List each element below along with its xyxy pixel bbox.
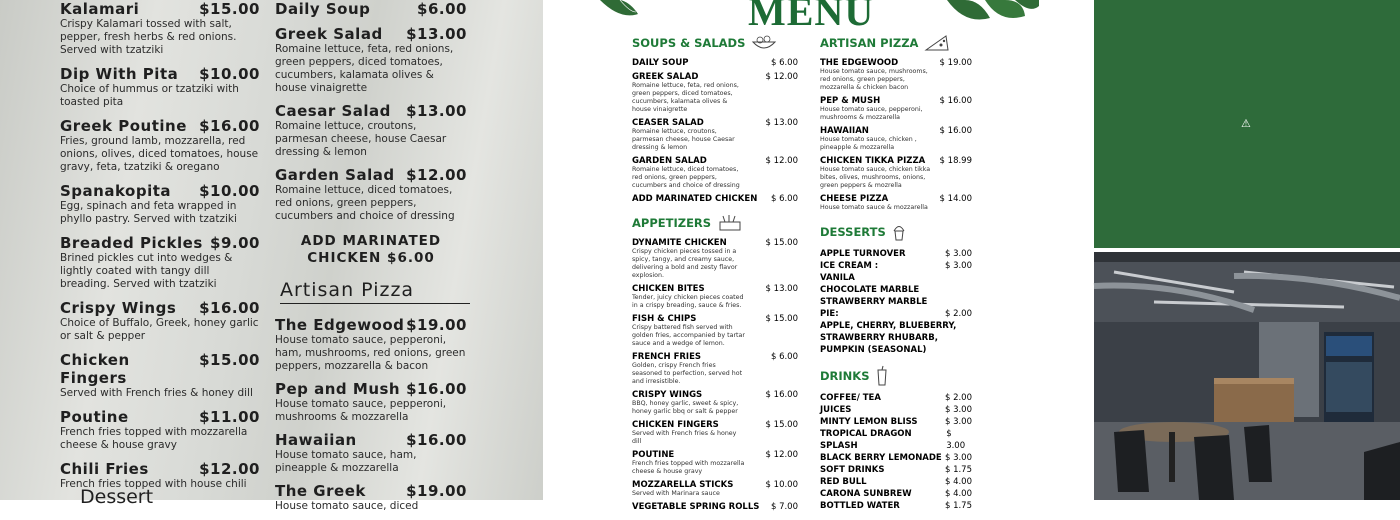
photo-menu-item-price: $15.00 [199, 0, 260, 18]
printed-menu-line-price: $ 3.00 [944, 453, 972, 463]
printed-menu-item-desc: Served with French fries & honey dill [632, 430, 737, 445]
photo-menu-item-row [60, 65, 260, 83]
printed-menu-item [820, 126, 972, 152]
printed-menu-line [820, 452, 972, 464]
printed-menu-item-price: $ 16.00 [765, 390, 798, 400]
printed-menu-item [820, 194, 972, 212]
drinks-heading: DRINKS [820, 366, 972, 386]
soups-salads-heading: SOUPS & SALADS [632, 34, 798, 52]
printed-menu-line [820, 416, 972, 428]
fries-basket-icon [717, 214, 743, 232]
printed-menu-item-name: DAILY SOUP [632, 58, 689, 68]
photo-menu-item-name: Spanakopita [60, 182, 172, 200]
dessert-heading: Dessert [80, 486, 154, 508]
printed-menu-left-column [632, 30, 798, 516]
printed-menu-item-row [820, 194, 972, 204]
photo-menu-item-row [60, 299, 260, 317]
printed-menu-line [820, 464, 972, 476]
photo-menu-item-price: $19.00 [406, 482, 467, 500]
printed-menu-item-desc: Romaine lettuce, diced tomatoes, red onions, green peppers, cucumbers and choice of dressing [632, 166, 740, 189]
photo-menu-item-row [275, 25, 467, 43]
photo-menu-item-desc: House tomato sauce, diced [275, 500, 419, 512]
photo-menu-item-name: Daily Soup [275, 0, 371, 18]
photo-menu-item-desc: Choice of Buffalo, Greek, honey garlic or salt & pepper [60, 317, 259, 342]
printed-menu-item [632, 502, 798, 512]
printed-menu-item-name: FISH & CHIPS [632, 314, 697, 324]
printed-menu-item-desc: House tomato sauce & mozzarella [820, 204, 928, 211]
printed-menu-line-name: CARONA SUNBREW [820, 489, 912, 499]
photo-menu-item-desc: Romaine lettuce, feta, red onions, green peppers, diced tomatoes, cucumbers, kalamata olives & house vinaigrette [275, 43, 454, 94]
photo-menu-item-row [275, 316, 467, 334]
printed-menu-item [632, 450, 798, 476]
photo-menu-item [275, 431, 467, 475]
printed-menu-item-price: $ 6.00 [770, 194, 798, 204]
printed-menu-item-name: CRISPY WINGS [632, 390, 703, 400]
photo-menu-item-desc: French fries topped with mozzarella cheese & house gravy [60, 426, 248, 451]
printed-menu-item-desc: Romaine lettuce, feta, red onions, green peppers, diced tomatoes, cucumbers, kalamata olives & house vinaigrette [632, 82, 739, 113]
photo-menu-item-price: $19.00 [406, 316, 467, 334]
photo-menu-item-name: Poutine [60, 408, 129, 426]
paper-menu-column-2 [275, 0, 467, 520]
printed-menu-item-name: FRENCH FRIES [632, 352, 702, 362]
printed-menu-item-row [632, 352, 798, 362]
printed-menu-item-desc: Golden, crispy French fries seasoned to perfection, served hot and irresistible. [632, 362, 743, 385]
printed-menu-line [820, 260, 972, 272]
printed-menu-item-desc: House tomato sauce, mushrooms, red onions, green peppers, mozzarella & chicken bacon [820, 68, 928, 91]
photo-menu-item [275, 316, 467, 373]
printed-menu-item-price: $ 7.00 [770, 502, 798, 512]
photo-menu-item-row [60, 408, 260, 426]
printed-menu-line-name: SOFT DRINKS [820, 465, 885, 475]
printed-menu-line [820, 248, 972, 260]
paper-menu-photo[interactable] [0, 0, 543, 512]
photo-menu-item-price: $16.00 [406, 431, 467, 449]
printed-menu-item-row [820, 126, 972, 136]
photo-menu-item [60, 408, 260, 452]
printed-menu-item-row [632, 58, 798, 68]
printed-menu-item-price: $ 15.00 [765, 420, 798, 430]
printed-menu-line-name: STRAWBERRY RHUBARB, [820, 333, 938, 343]
printed-menu-item [632, 314, 798, 348]
photo-menu-item-name: Breaded Pickles [60, 234, 203, 252]
printed-menu-item [632, 352, 798, 386]
photo-menu-item [60, 182, 260, 226]
photo-menu-item-name: Dip With Pita [60, 65, 179, 83]
printed-menu-item-desc: Romaine lettuce, croutons, parmesan cheese, house Caesar dressing & lemon [632, 128, 735, 151]
printed-menu-item-price: $ 12.00 [765, 156, 798, 166]
photo-menu-item [60, 65, 260, 109]
printed-menu-item-desc: House tomato sauce, pepperoni, mushrooms & mozzarella [820, 106, 923, 121]
pizza-slice-icon [924, 34, 950, 52]
photo-menu-item-desc: House tomato sauce, ham, pineapple & mozzarella [275, 449, 417, 474]
printed-menu-item [632, 72, 798, 114]
printed-menu-item [632, 156, 798, 190]
printed-menu-item-name: ADD MARINATED CHICKEN [632, 194, 758, 204]
printed-menu-line-name: JUICES [820, 405, 852, 415]
paper-menu-column-1 [60, 0, 260, 499]
printed-menu-item-name: THE EDGEWOOD [820, 58, 899, 68]
photo-menu-item [60, 351, 260, 400]
printed-menu-line [820, 332, 972, 344]
printed-menu-line-name: CHOCOLATE MARBLE [820, 285, 920, 295]
printed-menu-item-price: $ 14.00 [939, 194, 972, 204]
photo-menu-item-row [60, 351, 260, 387]
photo-menu-item-row [60, 182, 260, 200]
basil-leaf-icon [590, 0, 650, 22]
printed-menu-line-name: RED BULL [820, 477, 867, 487]
printed-menu-line-price: $ 3.00 [944, 249, 972, 259]
photo-menu-item-desc: Romaine lettuce, diced tomatoes, red onions, green peppers, cucumbers and choice of dressing [275, 184, 455, 222]
printed-menu-line-price: $ 1.75 [944, 501, 972, 511]
pizza-heading-printed: ARTISAN PIZZA [820, 34, 972, 52]
printed-menu-item-name: GARDEN SALAD [632, 156, 707, 166]
photo-menu-item-desc: Crispy Kalamari tossed with salt, pepper, fresh herbs & red onions. Served with tzatziki [60, 18, 237, 56]
printed-menu-item [820, 58, 972, 92]
printed-menu-item-name: PEP & MUSH [820, 96, 881, 106]
printed-menu-item-desc: House tomato sauce, chicken , pineapple & mozzarella [820, 136, 917, 151]
photo-menu-item-price: $9.00 [210, 234, 260, 252]
printed-menu-item [632, 390, 798, 416]
printed-menu-item-name: CHICKEN BITES [632, 284, 705, 294]
pizza-heading: Artisan Pizza [280, 279, 470, 304]
printed-menu-line-name: VANILA [820, 273, 855, 283]
add-chicken-line1: ADD MARINATED [300, 233, 442, 249]
printed-menu-item-name: DYNAMITE CHICKEN [632, 238, 727, 248]
photo-menu-item-row [60, 460, 260, 478]
photo-menu-item-price: $16.00 [406, 380, 467, 398]
salad-bowl-icon [751, 34, 777, 52]
printed-menu-line-name: BOTTLED WATER [820, 501, 900, 511]
photo-menu-item [275, 380, 467, 424]
printed-menu-item-desc: Served with Marinara sauce [632, 490, 720, 497]
photo-menu-item [60, 0, 260, 57]
printed-menu-item [632, 194, 798, 204]
printed-menu-line [820, 488, 972, 500]
photo-menu-item-row [275, 431, 467, 449]
interior-scene [1094, 252, 1400, 500]
printed-menu-item-price: $ 6.00 [770, 352, 798, 362]
printed-menu-item [632, 284, 798, 310]
printed-menu-item-row [632, 502, 798, 512]
printed-menu-item-price: $ 6.00 [770, 58, 798, 68]
printed-menu-line [820, 392, 972, 404]
photo-menu-item-price: $6.00 [417, 0, 467, 18]
printed-menu-item-desc: Crispy chicken pieces tossed in a spicy, tangy, and creamy sauce, delivering a bold and zesty flavor explosion. [632, 248, 738, 279]
printed-menu-item-price: $ 15.00 [765, 314, 798, 324]
photo-menu-item-row [275, 482, 467, 500]
printed-menu-item-row [632, 72, 798, 82]
printed-menu-line [820, 476, 972, 488]
photo-menu-item-desc: Served with French fries & honey dill [60, 387, 253, 399]
printed-menu-item [820, 156, 972, 190]
printed-menu-item-name: HAWAIIAN [820, 126, 869, 136]
printed-menu-line [820, 320, 972, 332]
drink-cup-icon [876, 366, 888, 386]
printed-menu-item-price: $ 19.00 [939, 58, 972, 68]
photo-menu-item-price: $10.00 [199, 65, 260, 83]
photo-menu-item-name: Kalamari [60, 0, 140, 18]
appetizers-heading: APPETIZERS [632, 214, 798, 232]
photo-menu-item-name: Greek Poutine [60, 117, 187, 135]
printed-menu-line [820, 500, 972, 512]
printed-menu-line-price: $ 2.00 [944, 393, 972, 403]
printed-menu-line-name: MINTY LEMON BLISS [820, 417, 918, 427]
photo-menu-item-name: Chili Fries [60, 460, 149, 478]
printed-menu-line-name: APPLE TURNOVER [820, 249, 906, 259]
photo-menu-item-desc: House tomato sauce, pepperoni, mushrooms & mozzarella [275, 398, 447, 423]
printed-menu-line [820, 272, 972, 284]
photo-menu-item-row [60, 117, 260, 135]
photo-menu-item-name: Crispy Wings [60, 299, 177, 317]
photo-menu-item-row [60, 234, 260, 252]
photo-menu-item-price: $11.00 [199, 408, 260, 426]
printed-menu-item-price: $ 12.00 [765, 72, 798, 82]
photo-menu-item-price: $16.00 [199, 299, 260, 317]
photo-menu-item-name: The Greek [275, 482, 366, 500]
printed-menu-line [820, 404, 972, 416]
printed-menu-item-price: $ 10.00 [765, 480, 798, 490]
photo-menu-item-row [60, 0, 260, 18]
desserts-heading: DESSERTS [820, 222, 972, 242]
printed-menu-line-name: TROPICAL DRAGON SPLASH [820, 429, 912, 451]
printed-menu-item-desc: House tomato sauce, chicken tikka bites, olives, mushrooms, onions, green peppers & mozrella [820, 166, 931, 189]
photo-menu-item-name: Pep and Mush [275, 380, 401, 398]
add-chicken-line2: CHICKEN $6.00 [307, 250, 435, 266]
photo-menu-item-price: $10.00 [199, 182, 260, 200]
photo-menu-item-row [275, 102, 467, 120]
printed-menu-line-price: $ 4.00 [944, 477, 972, 487]
printed-menu-item-row [632, 314, 798, 324]
photo-menu-item-row [275, 380, 467, 398]
photo-menu-item-price: $12.00 [406, 166, 467, 184]
printed-menu-item-price: $ 13.00 [765, 118, 798, 128]
restaurant-interior-photo[interactable] [1094, 252, 1400, 500]
printed-menu-item-name: CEASER SALAD [632, 118, 704, 128]
cupcake-icon [892, 222, 906, 242]
printed-menu-item [632, 420, 798, 446]
printed-menu-item-row [820, 156, 972, 166]
photo-menu-item [275, 166, 467, 223]
printed-menu-item-name: MOZZARELLA STICKS [632, 480, 734, 490]
printed-menu-item-name: VEGETABLE SPRING ROLLS [632, 502, 760, 512]
printed-menu-item-row [632, 480, 798, 490]
printed-menu-image[interactable] [543, 0, 1094, 500]
printed-menu-item [632, 480, 798, 498]
printed-menu-item-desc: Tender, juicy chicken pieces coated in a crispy breading, sauce & fries. [632, 294, 744, 309]
printed-menu-item-row [820, 96, 972, 106]
printed-menu-line [820, 284, 972, 296]
printed-menu-item-name: CHICKEN FINGERS [632, 420, 719, 430]
add-chicken-note [275, 233, 467, 267]
printed-menu-item-price: $ 13.00 [765, 284, 798, 294]
printed-menu-item [632, 238, 798, 280]
photo-menu-item-desc: Brined pickles cut into wedges & lightly coated with tangy dill breading. Served with tzatziki [60, 252, 233, 290]
printed-menu-item-name: POUTINE [632, 450, 675, 460]
photo-menu-item-desc: House tomato sauce, pepperoni, ham, mushrooms, red onions, green peppers, mozzarella & bacon [275, 334, 466, 372]
printed-menu-line-name: APPLE, CHERRY, BLUEBERRY, [820, 321, 957, 331]
printed-menu-item-row [632, 156, 798, 166]
printed-menu-item-row [632, 284, 798, 294]
printed-menu-item-row [632, 118, 798, 128]
printed-menu-item-price: $ 18.99 [939, 156, 972, 166]
printed-menu-right-column [820, 30, 972, 512]
photo-menu-item-desc: Romaine lettuce, croutons, parmesan cheese, house Caesar dressing & lemon [275, 120, 447, 158]
basil-leaf-icon [945, 0, 1040, 26]
printed-menu-item-desc: BBQ, honey garlic, sweet & spicy, honey garlic bbq or salt & pepper [632, 400, 739, 415]
printed-menu-item [632, 58, 798, 68]
printed-menu-line-name: PIE: [820, 309, 839, 319]
printed-menu-item-desc: Crispy battered fish served with golden fries, accompanied by tartar sauce and a wedge of lemon. [632, 324, 745, 347]
photo-menu-item [60, 117, 260, 174]
photo-menu-item-price: $16.00 [199, 117, 260, 135]
printed-menu-item-row [632, 450, 798, 460]
menu-title: MENU [748, 0, 875, 34]
printed-menu-item [820, 96, 972, 122]
photo-menu-item [275, 0, 467, 18]
photo-menu-item-name: The Edgewood [275, 316, 405, 334]
printed-menu-item-price: $ 12.00 [765, 450, 798, 460]
printed-menu-item-name: GREEK SALAD [632, 72, 699, 82]
printed-menu-line-name: BLACK BERRY LEMONADE [820, 453, 942, 463]
printed-menu-line-price: $ 3.00 [946, 429, 966, 451]
printed-menu-line [820, 296, 972, 308]
printed-menu-line-name: STRAWBERRY MARBLE [820, 297, 928, 307]
photo-menu-item-name: Caesar Salad [275, 102, 391, 120]
photo-menu-item [275, 25, 467, 95]
printed-menu-item-name: CHICKEN TIKKA PIZZA [820, 156, 926, 166]
photo-menu-item-desc: Fries, ground lamb, mozzarella, red onions, olives, diced tomatoes, house gravy, feta, tzatziki & oregano [60, 135, 259, 173]
photo-menu-item-row [275, 0, 467, 18]
printed-menu-line [820, 344, 972, 356]
photo-menu-item [60, 234, 260, 291]
photo-menu-item-name: Greek Salad [275, 25, 383, 43]
printed-menu-item-price: $ 16.00 [939, 126, 972, 136]
photo-menu-item-desc: Choice of hummus or tzatziki with toasted pita [60, 83, 239, 108]
photo-menu-item [60, 299, 260, 343]
printed-menu-item-price: $ 15.00 [765, 238, 798, 248]
photo-menu-item-price: $13.00 [406, 25, 467, 43]
printed-menu-item-row [632, 238, 798, 248]
printed-menu-line [820, 308, 972, 320]
photo-menu-item-price: $13.00 [406, 102, 467, 120]
photo-menu-item [275, 482, 467, 513]
printed-menu-line-price: $ 3.00 [944, 261, 972, 271]
photo-menu-item-price: $15.00 [199, 351, 260, 369]
photo-menu-item-name: Chicken Fingers [60, 351, 130, 387]
printed-menu-line-price: $ 3.00 [944, 405, 972, 415]
printed-menu-item-desc: French fries topped with mozzarella cheese & house gravy [632, 460, 745, 475]
photo-menu-item-price: $12.00 [199, 460, 260, 478]
photo-menu-item-name: Hawaiian [275, 431, 357, 449]
printed-menu-item-row [820, 58, 972, 68]
photo-menu-item-row [275, 166, 467, 184]
printed-menu-line-price: $ 3.00 [944, 417, 972, 427]
printed-menu-line [820, 428, 972, 452]
printed-menu-item-price: $ 16.00 [939, 96, 972, 106]
printed-menu-line-price: $ 2.00 [944, 309, 972, 319]
printed-menu-line-price: $ 1.75 [944, 465, 972, 475]
printed-menu-line-name: PUMPKIN (SEASONAL) [820, 345, 927, 355]
printed-menu-item [632, 118, 798, 152]
photo-menu-item [275, 102, 467, 159]
printed-menu-item-name: CHEESE PIZZA [820, 194, 889, 204]
printed-menu-line-name: ICE CREAM : [820, 261, 879, 271]
printed-menu-item-row [632, 390, 798, 400]
printed-menu-item-row [632, 420, 798, 430]
photo-menu-item-name: Garden Salad [275, 166, 395, 184]
printed-menu-item-row [632, 194, 798, 204]
photo-menu-item-desc: French fries topped with house chili [60, 478, 247, 490]
warning-icon: ⚠ [1241, 117, 1251, 130]
photo-menu-item-desc: Egg, spinach and feta wrapped in phyllo pastry. Served with tzatziki [60, 200, 237, 225]
printed-menu-line-price: $ 4.00 [944, 489, 972, 499]
printed-menu-line-name: COFFEE/ TEA [820, 393, 881, 403]
